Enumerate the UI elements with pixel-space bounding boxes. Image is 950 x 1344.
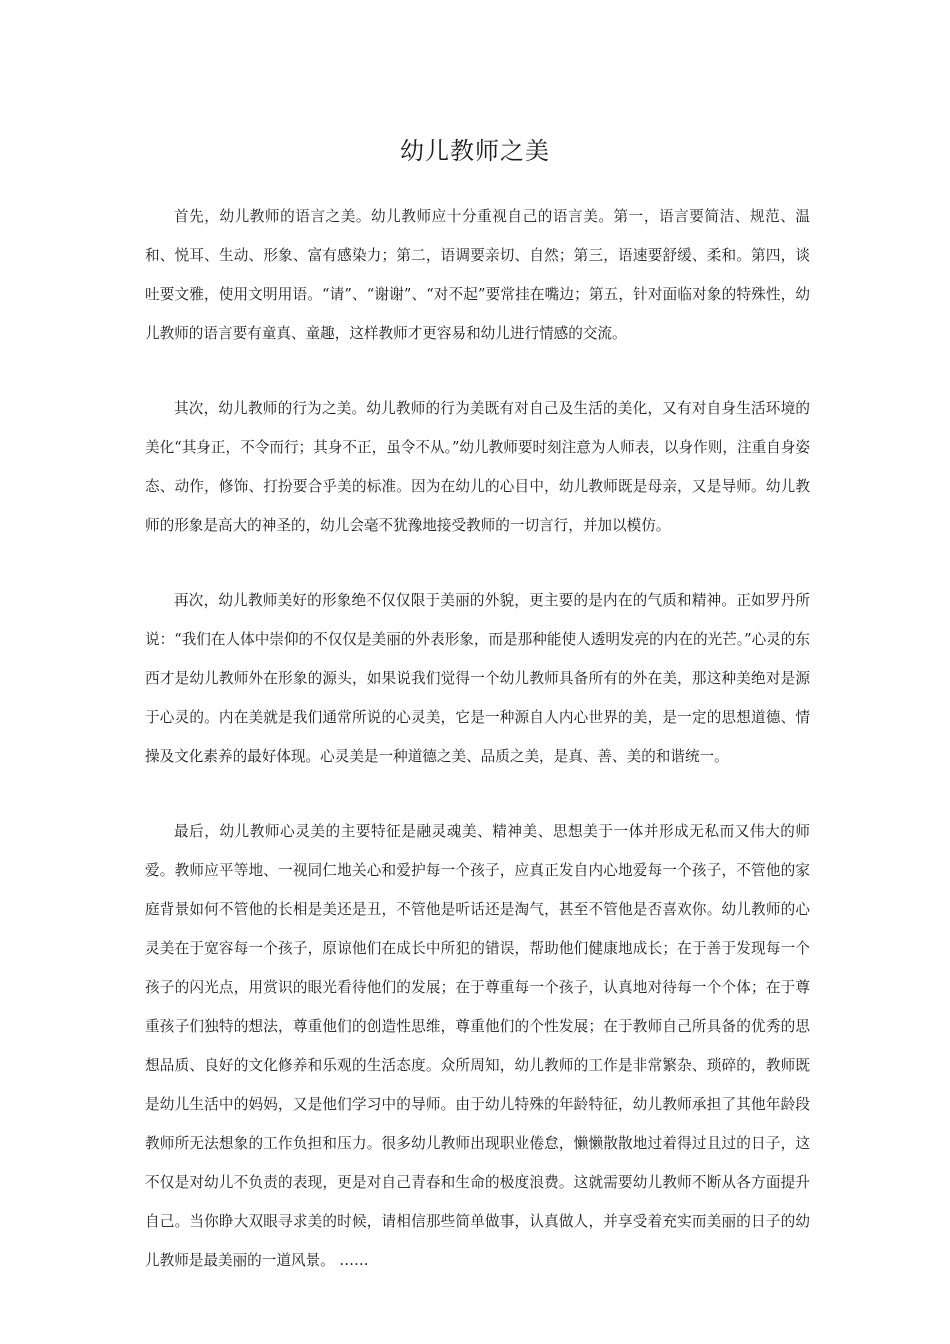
document-title: 幼儿教师之美	[400, 137, 550, 165]
paragraph-2: 其次，幼儿教师的行为之美。幼儿教师的行为美既有对自己及生活的美化，又有对自身生活环境的美化“其身正，不令而行；其身不正，虽令不从。”幼儿教师要时刻注意为人师表，以身作则，注重自身姿态、动作，修饰、打扮要合乎美的标准。因为在幼儿的心目中，幼儿教师既是母亲，又是导师。幼儿教师的形象是高大的神圣的，幼儿会毫不犹豫地接受教师的一切言行，并加以模仿。	[145, 400, 810, 534]
document-body	[145, 197, 810, 1316]
paragraph-4: 最后，幼儿教师心灵美的主要特征是融灵魂美、精神美、思想美于一体并形成无私而又伟大的师爱。教师应平等地、一视同仁地关心和爱护每一个孩子，应真正发自内心地爱每一个孩子，不管他的家庭背景如何不管他的长相是美还是丑，不管他是听话还是淘气，甚至不管他是否喜欢你。幼儿教师的心灵美在于宽容每一个孩子，原谅他们在成长中所犯的错误，帮助他们健康地成长；在于善于发现每一个孩子的闪光点，用赏识的眼光看待他们的发展；在于尊重每一个孩子，认真地对待每一个个体；在于尊重孩子们独特的想法，尊重他们的创造性思维，尊重他们的个性发展；在于教师自己所具备的优秀的思想品质、良好的文化修养和乐观的生活态度。众所周知，幼儿教师的工作是非常繁杂、琐碎的，教师既是幼儿生活中的妈妈，又是他们学习中的导师。由于幼儿特殊的年龄特征，幼儿教师承担了其他年龄段教师所无法想象的工作负担和压力。很多幼儿教师出现职业倦怠，懒懒散散地过着得过且过的日子，这不仅是对幼儿不负责的表现，更是对自己青春和生命的极度浪费。这就需要幼儿教师不断从各方面提升自己。当你睁大双眼寻求美的时候，请相信那些简单做事，认真做人，并享受着充实而美丽的日子的幼儿教师是最美丽的一道风景。 ……	[145, 823, 810, 1269]
paragraph-3: 再次，幼儿教师美好的形象绝不仅仅限于美丽的外貌，更主要的是内在的气质和精神。正如罗丹所说：“我们在人体中崇仰的不仅仅是美丽的外表形象，而是那种能使人透明发亮的内在的光芒。”心灵的东西才是幼儿教师外在形象的源头，如果说我们觉得一个幼儿教师具备所有的外在美，那这种美绝对是源于心灵的。内在美就是我们通常所说的心灵美，它是一种源自人内心世界的美，是一定的思想道德、情操及文化素养的最好体现。心灵美是一种道德之美、品质之美，是真、善、美的和谐统一。	[145, 592, 810, 765]
paragraph-1: 首先，幼儿教师的语言之美。幼儿教师应十分重视自己的语言美。第一，语言要简洁、规范、温和、悦耳、生动、形象、富有感染力；第二，语调要亲切、自然；第三，语速要舒缓、柔和。第四，谈吐要文雅，使用文明用语。“请”、“谢谢”、“对不起”要常挂在嘴边；第五，针对面临对象的特殊性，幼儿教师的语言要有童真、童趣，这样教师才更容易和幼儿进行情感的交流。	[145, 208, 810, 342]
